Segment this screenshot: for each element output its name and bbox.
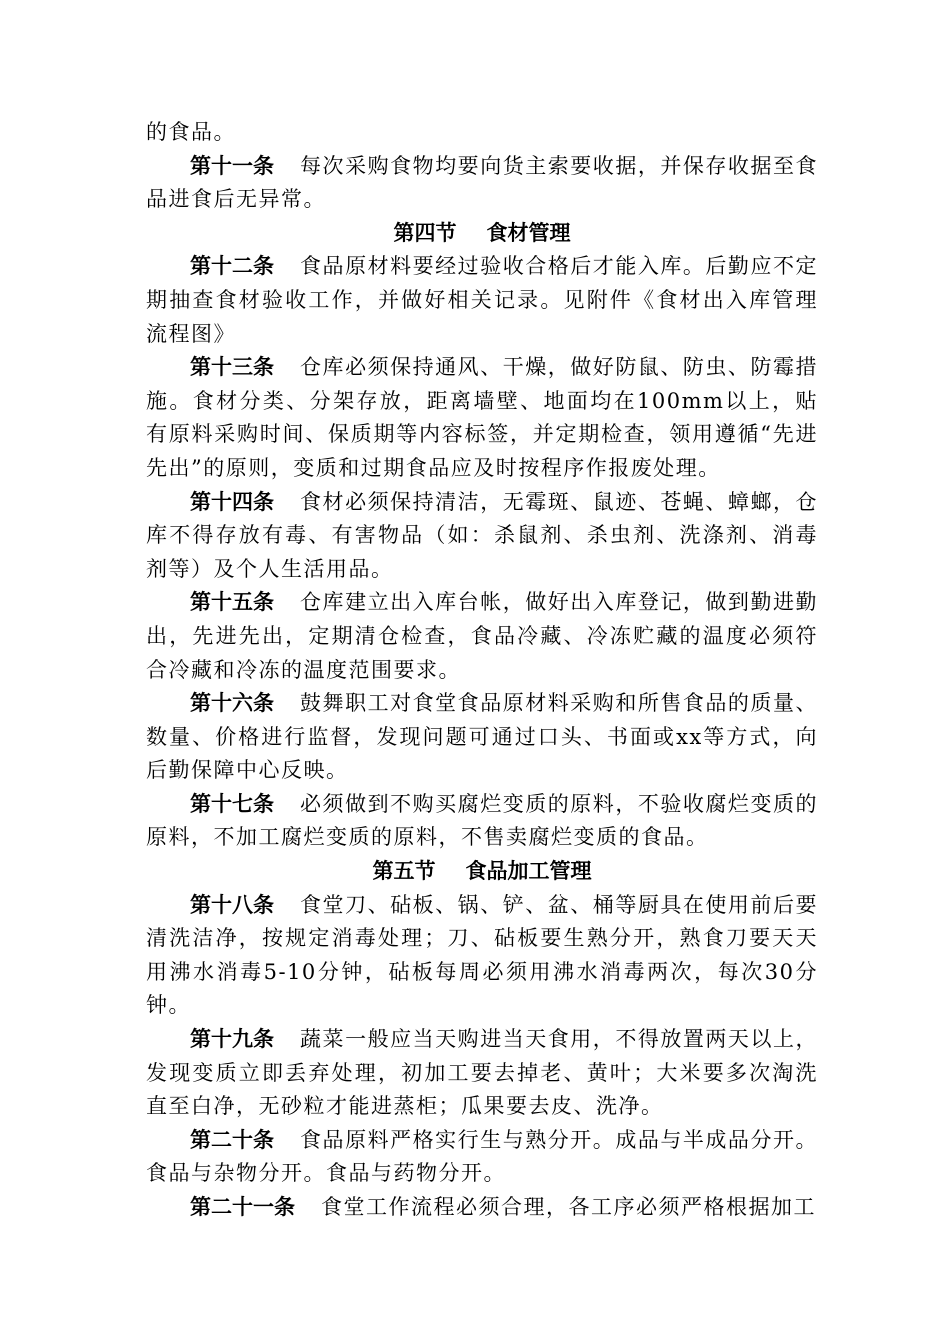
article-18 [146,889,818,1023]
article-11 [146,150,818,217]
article-text: 食堂工作流程必须合理，各工序必须严格根据加工 [321,1195,816,1219]
article-20 [146,1124,818,1191]
section-heading-5 [146,855,818,889]
article-15 [146,586,818,687]
article-17 [146,788,818,855]
article-16 [146,687,818,788]
article-text: 食堂刀、砧板、锅、铲、盆、桶等厨具在使用前后要清洗洁净，按规定消毒处理；刀、砧板要生熟分开，熟食刀要天天用沸水消毒5-10分钟，砧板每周必须用沸水消毒两次，每次30分钟。 [146,892,818,1018]
article-text: 必须做到不购买腐烂变质的原料，不验收腐烂变质的原料，不加工腐烂变质的原料，不售卖腐烂变质的食品。 [146,791,818,850]
document-page [146,116,818,1225]
article-number: 第十九条 [190,1027,274,1052]
opening-fragment: 的食品。 [146,120,236,144]
article-number: 第十四条 [190,489,274,514]
article-text: 仓库建立出入库台帐，做好出入库登记，做到勤进勤出，先进先出，定期清仓检查，食品冷藏、冷冻贮藏的温度必须符合冷藏和冷冻的温度范围要求。 [146,590,818,682]
section-number: 第四节 [393,220,457,245]
section-title: 食材管理 [486,220,571,245]
article-number: 第十六条 [190,691,274,716]
article-14 [146,486,818,587]
article-number: 第十八条 [190,892,274,917]
article-text: 食品原材料要经过验收合格后才能入库。后勤应不定期抽查食材验收工作，并做好相关记录。见附件《食材出入库管理流程图》 [146,254,818,346]
section-number: 第五节 [372,859,436,884]
article-number: 第十七条 [190,791,274,816]
article-number: 第二十条 [190,1127,274,1152]
article-number: 第二十一条 [190,1195,295,1219]
section-title: 食品加工管理 [465,859,592,884]
article-number: 第十二条 [190,254,274,279]
article-text: 蔬菜一般应当天购进当天食用，不得放置两天以上，发现变质立即丢弃处理，初加工要去掉老、黄叶；大米要多次淘洗直至白净，无砂粒才能进蒸柜；瓜果要去皮、洗净。 [146,1027,818,1119]
article-text: 食品原料严格实行生与熟分开。成品与半成品分开。食品与杂物分开。食品与药物分开。 [146,1127,818,1186]
section-heading-4 [146,217,818,251]
article-text: 仓库必须保持通风、干燥，做好防鼠、防虫、防霉措施。食材分类、分架存放，距离墙壁、地面均在100mm以上，贴有原料采购时间、保质期等内容标签，并定期检查，领用遵循“先进先出”的原则，变质和过期食品应及时按程序作报废处理。 [146,355,818,480]
article-number: 第十三条 [190,355,274,380]
article-text: 鼓舞职工对食堂食品原材料采购和所售食品的质量、数量、价格进行监督，发现问题可通过口头、书面或xx等方式，向后勤保障中心反映。 [146,691,818,783]
article-text: 食材必须保持清洁，无霉斑、鼠迹、苍蝇、蟑螂，仓库不得存放有毒、有害物品（如：杀鼠剂、杀虫剂、洗涤剂、消毒剂等）及个人生活用品。 [146,489,818,581]
article-text: 每次采购食物均要向货主索要收据，并保存收据至食品进食后无异常。 [146,153,818,212]
article-19 [146,1023,818,1124]
article-12 [146,250,818,351]
article-number: 第十五条 [190,590,274,615]
article-number: 第十一条 [190,153,274,178]
article-13 [146,351,818,485]
article-21 [146,1191,818,1225]
